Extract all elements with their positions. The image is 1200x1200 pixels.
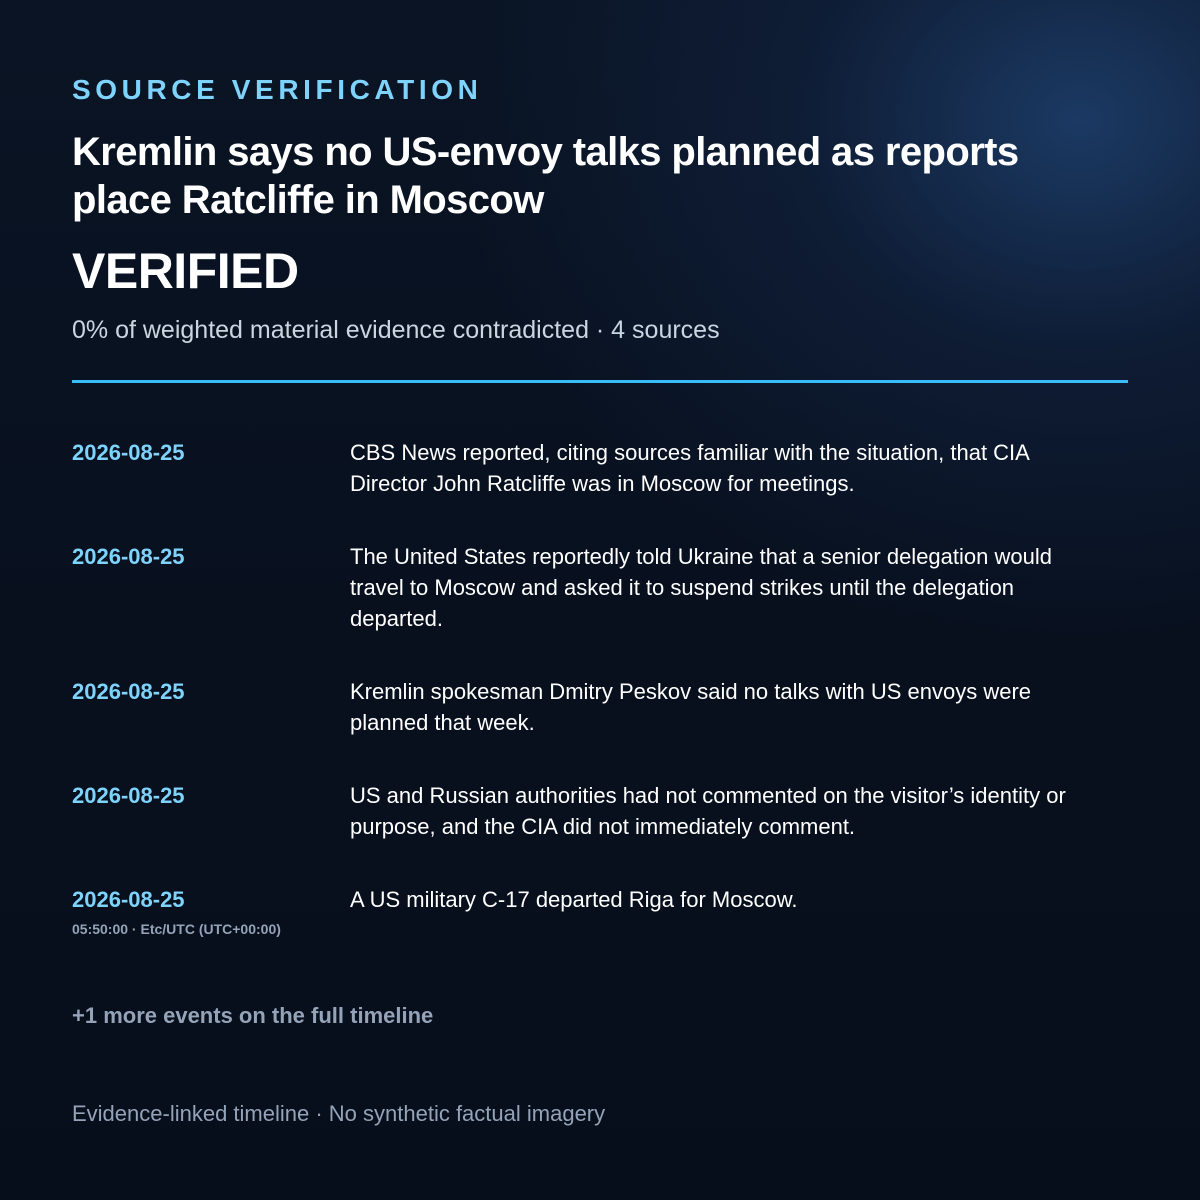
footer-note: Evidence-linked timeline · No synthetic factual imagery (72, 1101, 606, 1126)
event-time: 05:50:00 · Etc/UTC (UTC+00:00) (72, 921, 281, 937)
event-text: CBS News reported, citing sources familiar with the situation, that CIA Director John Ratcliffe was in Moscow for meetings. (350, 440, 1029, 496)
timeline-event (72, 678, 1128, 738)
timeline-event (72, 439, 1128, 499)
event-text: Kremlin spokesman Dmitry Peskov said no talks with US envoys were planned that week. (350, 679, 1032, 735)
event-text: A US military C-17 departed Riga for Moscow. (350, 887, 798, 912)
event-date: 2026-08-25 (72, 783, 185, 808)
verdict-label: VERIFIED (72, 243, 299, 299)
event-date-column (72, 543, 350, 571)
event-date: 2026-08-25 (72, 544, 185, 569)
timeline-event (72, 543, 1128, 634)
event-date-column (72, 886, 350, 938)
event-date-column (72, 439, 350, 467)
event-timeline (72, 439, 1128, 938)
section-kicker: SOURCE VERIFICATION (72, 74, 483, 105)
event-date-column (72, 678, 350, 706)
timeline-event (72, 782, 1128, 842)
event-text: The United States reportedly told Ukraine that a senior delegation would travel to Moscow and asked it to suspend strikes until the delegation departed. (350, 544, 1052, 631)
event-text: US and Russian authorities had not commented on the visitor’s identity or purpose, and the CIA did not immediately comment. (350, 783, 1066, 839)
event-date: 2026-08-25 (72, 440, 185, 465)
evidence-summary: 0% of weighted material evidence contradicted · 4 sources (72, 316, 720, 344)
event-date: 2026-08-25 (72, 679, 185, 704)
headline: Kremlin says no US-envoy talks planned as reports place Ratcliffe in Moscow (72, 130, 1019, 222)
more-events-link[interactable]: +1 more events on the full timeline (72, 1003, 434, 1028)
event-date: 2026-08-25 (72, 887, 185, 912)
timeline-event (72, 886, 1128, 938)
event-date-column (72, 782, 350, 810)
accent-divider (72, 380, 1128, 383)
